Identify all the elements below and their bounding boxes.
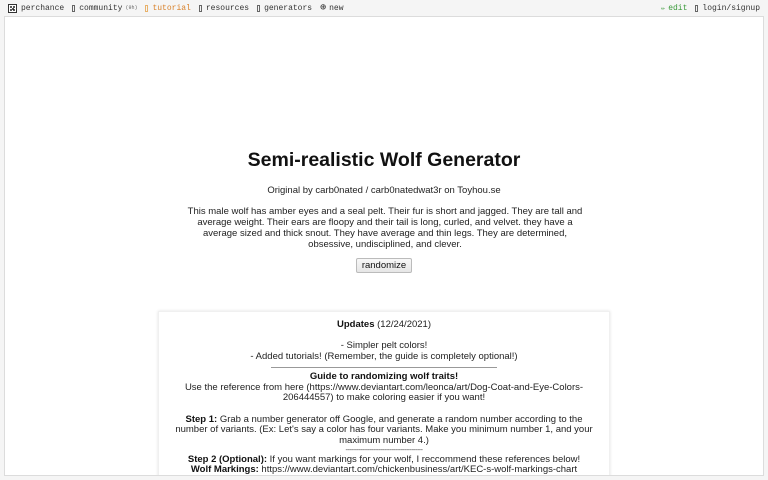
nav-tutorial[interactable] bbox=[145, 4, 190, 13]
nav-edit-label: edit bbox=[668, 3, 688, 13]
step2-label: Step 2 (Optional): bbox=[187, 453, 268, 465]
markings-text bbox=[173, 465, 595, 476]
nav-login-label: login/signup bbox=[702, 3, 760, 13]
nav-perchance-label: perchance bbox=[21, 3, 65, 13]
update-item: - Added tutorials! (Remember, the guide is completely optional!) bbox=[250, 351, 518, 363]
step2-body: If you want markings for your wolf, I reccommend these references below! bbox=[267, 453, 581, 465]
nav-edit[interactable] bbox=[661, 4, 687, 13]
step1-label: Step 1: bbox=[185, 413, 218, 425]
dash-divider: ------------------------------------------ bbox=[345, 446, 423, 454]
updates-panel bbox=[158, 311, 610, 476]
dice-logo-icon bbox=[8, 4, 17, 13]
nav-login-signup[interactable] bbox=[695, 4, 760, 13]
step1-text bbox=[173, 415, 595, 447]
pencil-icon: ✏ bbox=[660, 4, 666, 13]
credit-line: Original by carb0nated / carb0natedwat3r on Toyhou.se bbox=[267, 185, 501, 196]
top-nav-bar bbox=[0, 0, 768, 16]
nav-generators[interactable] bbox=[257, 4, 312, 13]
updates-heading-line bbox=[173, 320, 595, 331]
divider bbox=[271, 367, 497, 368]
guide-text: Use the reference from here (https://www.deviantart.com/leonca/art/Dog-Coat-and-Eye-Colors-206444557) to make coloring easier if you want! bbox=[184, 381, 584, 404]
resources-icon bbox=[199, 5, 202, 12]
markings-link[interactable]: https://www.deviantart.com/chickenbusiness/art/KEC-s-wolf-markings-chart bbox=[258, 464, 578, 476]
community-count-badge: (9h) bbox=[125, 5, 138, 11]
nav-left bbox=[8, 2, 352, 14]
login-icon bbox=[695, 5, 698, 12]
updates-date: (12/24/2021) bbox=[377, 319, 431, 330]
nav-resources-label: resources bbox=[205, 3, 250, 13]
generator-frame bbox=[4, 16, 764, 476]
updates-heading: Updates bbox=[337, 319, 375, 330]
nav-generators-label: generators bbox=[264, 3, 313, 13]
markings-label: Wolf Markings: bbox=[190, 464, 259, 476]
nav-community-label: community bbox=[79, 3, 123, 13]
nav-tutorial-label: tutorial bbox=[152, 3, 191, 13]
nav-community[interactable] bbox=[72, 4, 137, 13]
step1-body: Grab a number generator off Google, and generate a random number according to the number of variants. (Ex: Let's say a color has four variants. Make you minimum number 1, and your maximum number 4.) bbox=[175, 413, 593, 446]
nav-resources[interactable] bbox=[199, 4, 249, 13]
page-title: Semi-realistic Wolf Generator bbox=[247, 149, 521, 171]
plus-circle-icon: ⊕ bbox=[320, 3, 327, 14]
nav-perchance[interactable] bbox=[8, 4, 64, 13]
community-icon bbox=[72, 5, 75, 12]
guide-heading-line bbox=[173, 372, 595, 383]
nav-right bbox=[661, 4, 760, 13]
tutorial-icon bbox=[145, 5, 148, 12]
update-item: - Simpler pelt colors! bbox=[340, 340, 428, 352]
generators-icon bbox=[257, 5, 260, 12]
randomize-button[interactable]: randomize bbox=[356, 258, 412, 273]
nav-new[interactable] bbox=[320, 2, 343, 14]
nav-new-label: new bbox=[329, 3, 344, 13]
wolf-description: This male wolf has amber eyes and a seal pelt. Their fur is short and jagged. They are tall and average weight. Their ears are floopy and their tail is long, curled, and velvet. they have a average sized and thick snout. They have average and thin legs. They are determined, obsessive, undisciplined, and clever. bbox=[187, 206, 583, 250]
guide-heading: Guide to randomizing wolf traits! bbox=[309, 370, 459, 382]
